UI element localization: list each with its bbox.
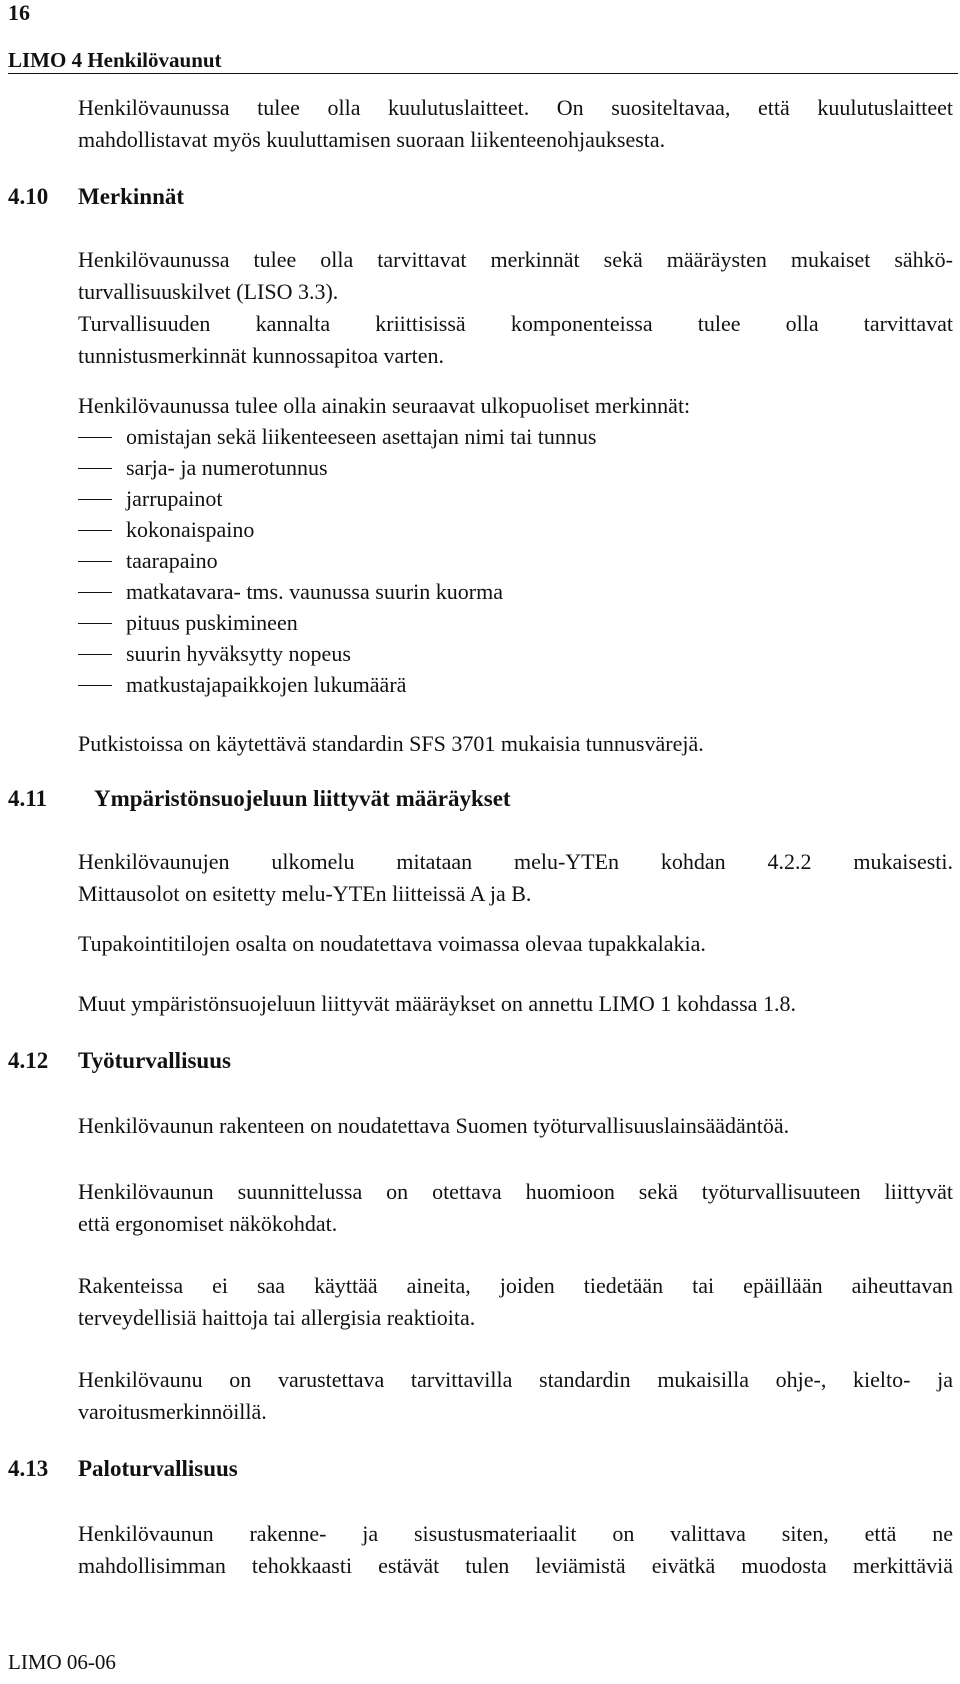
paragraph-line: Henkilövaunujen ulkomelu mitataan melu-YTEn kohdan 4.2.2 mukaisesti.	[78, 849, 953, 874]
list-item: omistajan sekä liikenteeseen asettajan nimi tai tunnus	[126, 424, 597, 449]
list-dash	[78, 623, 112, 624]
paragraph-line: Tupakointitilojen osalta on noudatettava voimassa olevaa tupakkalakia.	[78, 931, 706, 956]
paragraph-line: Turvallisuuden kannalta kriittisissä komponenteissa tulee olla tarvittavat	[78, 311, 953, 336]
paragraph-line: Henkilövaunun rakenteen on noudatettava Suomen työturvallisuuslainsäädäntöä.	[78, 1113, 790, 1138]
footer-document-code: LIMO 06-06	[8, 1650, 116, 1674]
list-dash	[78, 592, 112, 593]
intro-line-2: mahdollistavat myös kuuluttamisen suoraan liikenteenohjauksesta.	[78, 127, 666, 152]
section-number-4-11: 4.11	[8, 786, 47, 811]
paragraph-line: varoitusmerkinnöillä.	[78, 1399, 267, 1424]
list-dash	[78, 468, 112, 469]
paragraph-line: että ergonomiset näkökohdat.	[78, 1211, 338, 1236]
intro-line-1: Henkilövaunussa tulee olla kuulutuslaitteet. On suositeltavaa, että kuulutuslaitteet	[78, 95, 953, 120]
list-item: suurin hyväksytty nopeus	[126, 641, 351, 666]
paragraph-line: turvallisuuskilvet (LISO 3.3).	[78, 279, 339, 304]
list-dash	[78, 685, 112, 686]
list-item: pituus puskimineen	[126, 610, 298, 635]
list-dash	[78, 561, 112, 562]
list-item: kokonaispaino	[126, 517, 255, 542]
list-dash	[78, 530, 112, 531]
list-item: taarapaino	[126, 548, 218, 573]
section-number-4-10: 4.10	[8, 184, 49, 209]
paragraph-line: mahdollisimman tehokkaasti estävät tulen leviämistä eivätkä muodosta merkittäviä	[78, 1553, 953, 1578]
paragraph-line: Henkilövaunu on varustettava tarvittavilla standardin mukaisilla ohje-, kielto- ja	[78, 1367, 953, 1392]
section-title-tyoturvallisuus: Työturvallisuus	[78, 1048, 231, 1073]
paragraph-line: Mittausolot on esitetty melu-YTEn liitteissä A ja B.	[78, 881, 532, 906]
header-rule	[8, 73, 958, 74]
section-number-4-13: 4.13	[8, 1456, 49, 1481]
section-title-paloturvallisuus: Paloturvallisuus	[78, 1456, 238, 1481]
list-dash	[78, 437, 112, 438]
list-intro: Henkilövaunussa tulee olla ainakin seuraavat ulkopuoliset merkinnät:	[78, 393, 691, 418]
section-title-ymparistonsuojelu: Ympäristönsuojeluun liittyvät määräykset	[94, 786, 511, 811]
list-dash	[78, 499, 112, 500]
list-item: sarja- ja numerotunnus	[126, 455, 328, 480]
section-number-4-12: 4.12	[8, 1048, 49, 1073]
paragraph-line: tunnistusmerkinnät kunnossapitoa varten.	[78, 343, 444, 368]
paragraph-line: Henkilövaunun suunnittelussa on otettava huomioon sekä työturvallisuuteen liittyvät	[78, 1179, 953, 1204]
list-item: matkatavara- tms. vaunussa suurin kuorma	[126, 579, 503, 604]
paragraph-line: Putkistoissa on käytettävä standardin SFS 3701 mukaisia tunnusvärejä.	[78, 731, 704, 756]
running-header: LIMO 4 Henkilövaunut	[8, 48, 222, 72]
paragraph-line: Muut ympäristönsuojeluun liittyvät määräykset on annettu LIMO 1 kohdassa 1.8.	[78, 991, 796, 1016]
list-item: jarrupainot	[126, 486, 223, 511]
page-number: 16	[8, 0, 30, 25]
paragraph-line: terveydellisiä haittoja tai allergisia reaktioita.	[78, 1305, 476, 1330]
paragraph-line: Rakenteissa ei saa käyttää aineita, joiden tiedetään tai epäillään aiheuttavan	[78, 1273, 953, 1298]
section-title-merkinnat: Merkinnät	[78, 184, 185, 209]
list-dash	[78, 654, 112, 655]
paragraph-line: Henkilövaunussa tulee olla tarvittavat merkinnät sekä määräysten mukaiset sähkö-	[78, 247, 953, 272]
paragraph-line: Henkilövaunun rakenne- ja sisustusmateriaalit on valittava siten, että ne	[78, 1521, 953, 1546]
list-item: matkustajapaikkojen lukumäärä	[126, 672, 407, 697]
